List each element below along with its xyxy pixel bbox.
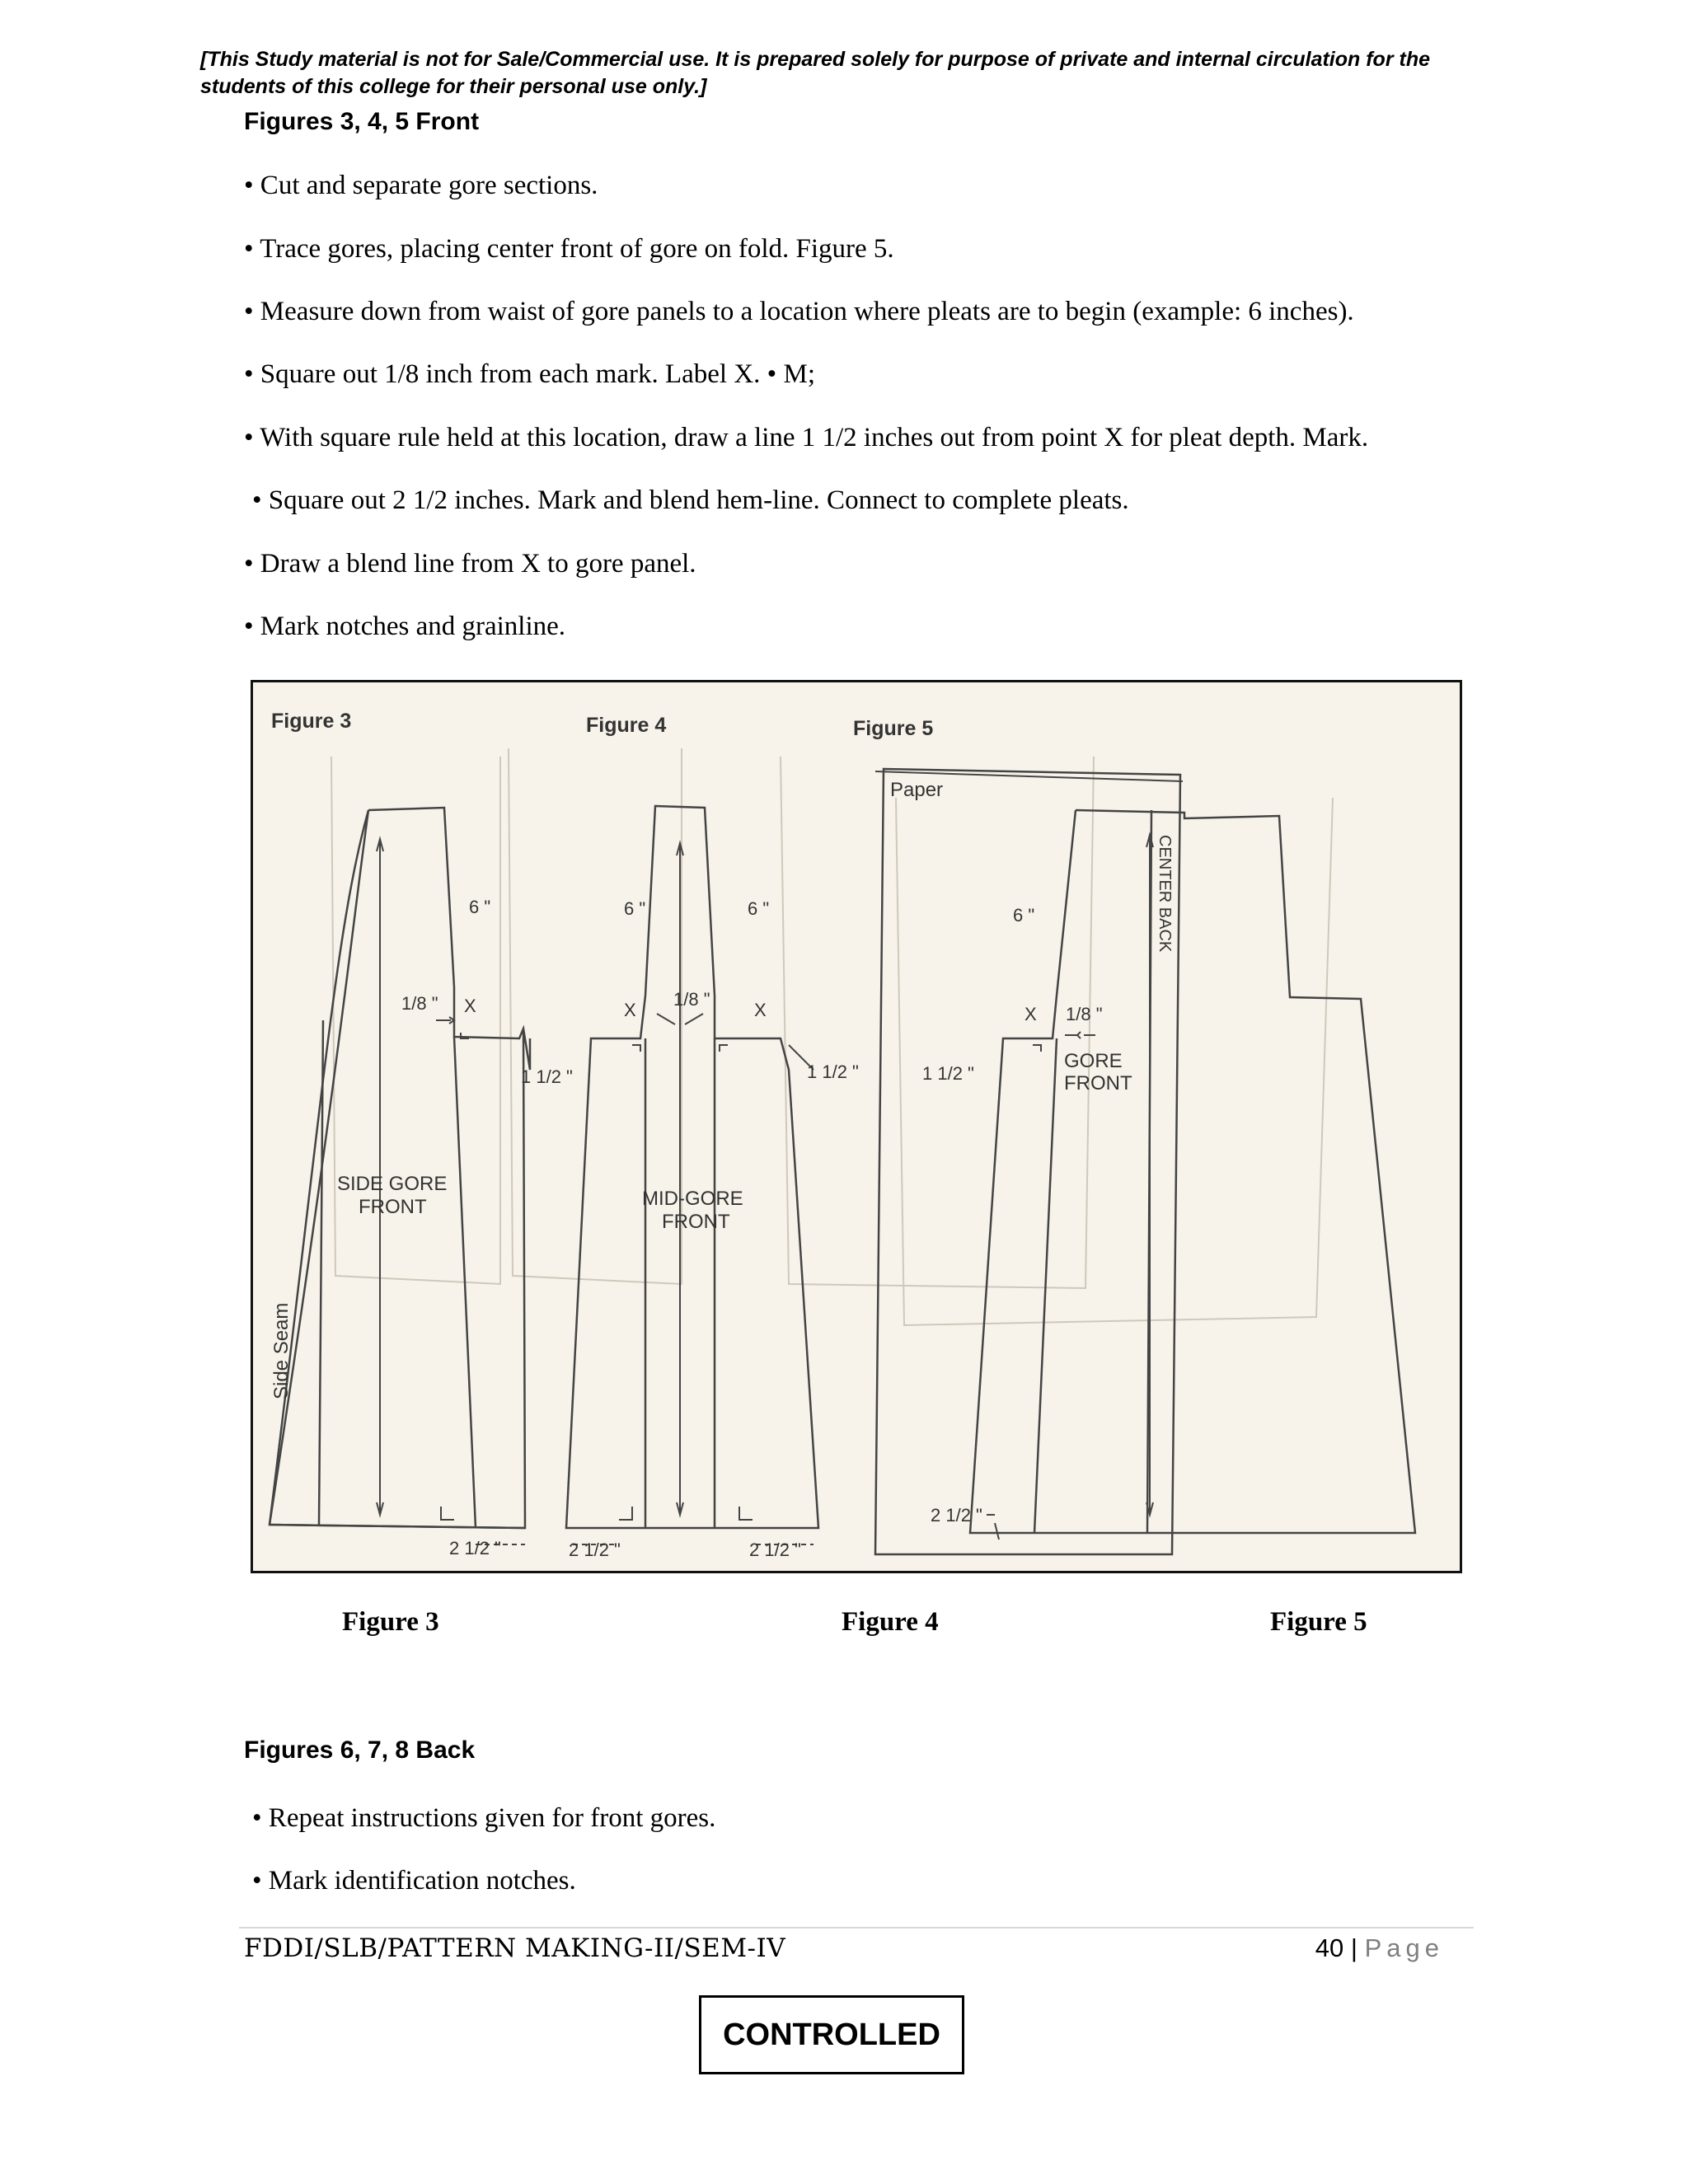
dim-1-1-2-in: 1 1/2 " [807, 1062, 859, 1082]
dim-6-in: 6 " [624, 898, 646, 919]
dim-1-1-2-in: 1 1/2 " [922, 1063, 974, 1084]
page-word: Page [1364, 1933, 1444, 1962]
list-item: • Measure down from waist of gore panels to a location where pleats are to begin (example: 6 inches). [244, 297, 1354, 326]
pattern-figure-panel [251, 680, 1462, 1573]
pattern-diagram [253, 682, 1462, 1573]
page-number: 40 [1315, 1933, 1344, 1962]
figure-4-title: Figure 4 [586, 714, 667, 737]
list-item: • Repeat instructions given for front gores. [252, 1803, 716, 1833]
list-item: • Mark notches and grainline. [244, 612, 566, 641]
side-gore-front-label-1: SIDE GORE [337, 1173, 448, 1195]
circulation-notice: [This Study material is not for Sale/Commercial use. It is prepared solely for purpose of private and internal circulation for the students of this college for their personal use only.] [200, 48, 1431, 98]
dim-1-1-2-in: 1 1/2 " [521, 1066, 573, 1087]
dim-2-1-2-in: 2 1/2 " [449, 1538, 501, 1558]
footer-page-number [1315, 1933, 1444, 1963]
figure-3-title: Figure 3 [271, 710, 352, 733]
page-separator: | [1350, 1933, 1357, 1962]
center-back-label: CENTER BACK [1156, 835, 1174, 953]
figure-5-title: Figure 5 [853, 717, 934, 740]
mid-gore-front-label-1: MID-GORE [642, 1188, 743, 1210]
mid-gore-front-label-2: FRONT [662, 1211, 730, 1233]
figure-5-caption: Figure 5 [1270, 1607, 1367, 1637]
paper-label: Paper [890, 779, 944, 801]
gore-front-label-1: GORE [1064, 1050, 1123, 1072]
dim-2-1-2-in: 2 1/2 " [569, 1540, 621, 1560]
dim-6-in: 6 " [469, 897, 491, 917]
list-item: • Draw a blend line from X to gore panel. [244, 549, 696, 579]
list-item: • Cut and separate gore sections. [244, 171, 598, 200]
side-gore-front-label-2: FRONT [359, 1196, 427, 1218]
dim-1-8-in: 1/8 " [673, 989, 710, 1010]
front-section-heading: Figures 3, 4, 5 Front [244, 108, 480, 135]
dim-6-in: 6 " [748, 898, 770, 919]
gore-front-label-2: FRONT [1064, 1072, 1132, 1094]
list-item: • With square rule held at this location, draw a line 1 1/2 inches out from point X for pleat depth. Mark. [244, 423, 1369, 452]
list-item: • Square out 2 1/2 inches. Mark and blend hem-line. Connect to complete pleats. [252, 485, 1129, 515]
dim-2-1-2-in: 2 1/2 " [931, 1505, 982, 1526]
controlled-stamp: CONTROLLED [699, 1995, 964, 2074]
dim-1-8-in: 1/8 " [1066, 1004, 1103, 1024]
side-seam-label: Side Seam [270, 1302, 293, 1399]
dim-1-8-in: 1/8 " [401, 993, 438, 1014]
back-section-heading: Figures 6, 7, 8 Back [244, 1736, 476, 1764]
list-item: • Trace gores, placing center front of gore on fold. Figure 5. [244, 234, 894, 264]
dim-6-in: 6 " [1013, 905, 1035, 926]
mark-x: X [464, 996, 476, 1016]
paper-outline [875, 769, 1180, 1554]
list-item: • Mark identification notches. [252, 1866, 576, 1896]
mid-gore-front-outline [566, 806, 818, 1528]
mark-x: X [1025, 1004, 1037, 1024]
figure-3-caption: Figure 3 [342, 1607, 439, 1637]
mark-x: X [624, 1000, 636, 1020]
footer-course-code: FDDI/SLB/PATTERN MAKING-II/SEM-IV [244, 1933, 786, 1963]
dim-2-1-2-in: 2 1/2 " [749, 1540, 801, 1560]
gore-front-outline [970, 810, 1415, 1533]
figure-4-caption: Figure 4 [842, 1607, 939, 1637]
footer-divider [239, 1927, 1474, 1929]
side-gore-front-outline [270, 808, 530, 1528]
mark-x: X [754, 1000, 767, 1020]
list-item: • Square out 1/8 inch from each mark. Label X. • M; [244, 359, 815, 389]
